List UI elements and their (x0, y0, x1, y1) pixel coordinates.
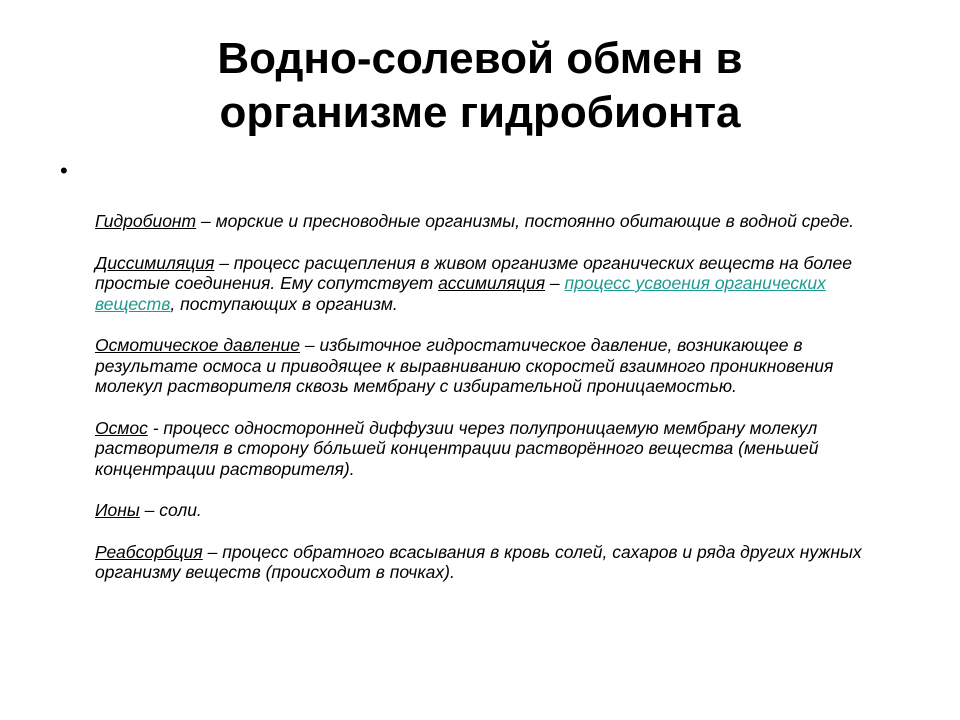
definition-text: – морские и пресноводные организмы, постоянно обитающие в водной среде. (196, 211, 855, 231)
definition-text: – соли. (139, 500, 202, 520)
definition-osmotic-pressure (95, 335, 895, 397)
definition-hydrobiont (95, 211, 895, 232)
term-osmotic-pressure[interactable]: Осмотическое давление (95, 335, 300, 355)
bullet-marker: • (60, 158, 68, 183)
slide-title (60, 32, 900, 140)
definition-text: – процесс обратного всасывания в кровь солей, сахаров и ряда других нужных организму веществ (происходит в почках). (95, 541, 862, 582)
definition-osmosis (95, 418, 895, 480)
title-line-1: Водно-солевой обмен в (217, 34, 743, 83)
definition-text: , поступающих в организм. (170, 293, 398, 314)
term-assimilation[interactable]: ассимиляция (438, 273, 546, 293)
term-reabsorption[interactable]: Реабсорбция (95, 541, 203, 562)
definition-reabsorption (95, 542, 895, 583)
definition-ions (95, 500, 895, 521)
term-hydrobiont[interactable]: Гидробионт (95, 211, 197, 231)
term-dissimilation[interactable]: Диссимиляция (95, 252, 215, 273)
definition-text: – избыточное гидростатическое давление, возникающее в результате осмоса и приводящее к выравниванию скоростей взаимного проникновения молекул растворителя сквозь мембрану с избирательной проницаемостью. (95, 335, 834, 396)
title-line-2: организме гидробионта (219, 88, 741, 137)
assimilation-link[interactable]: процесс усвоения органических веществ (95, 273, 826, 314)
definition-text: – процесс расщепления в живом организме органических веществ на более простые соединения. Ему сопутствует (95, 252, 853, 293)
definition-text: - процесс односторонней диффузии через полупроницаемую мембрану молекул растворителя в сторону бóльшей концентрации растворённого вещества (меньшей концентрации растворителя). (95, 417, 819, 479)
definitions-list (95, 211, 895, 604)
term-ions[interactable]: Ионы (95, 500, 140, 520)
term-osmosis[interactable]: Осмос (95, 417, 148, 438)
definition-dissimilation (95, 253, 895, 315)
definition-text: – (545, 273, 565, 293)
